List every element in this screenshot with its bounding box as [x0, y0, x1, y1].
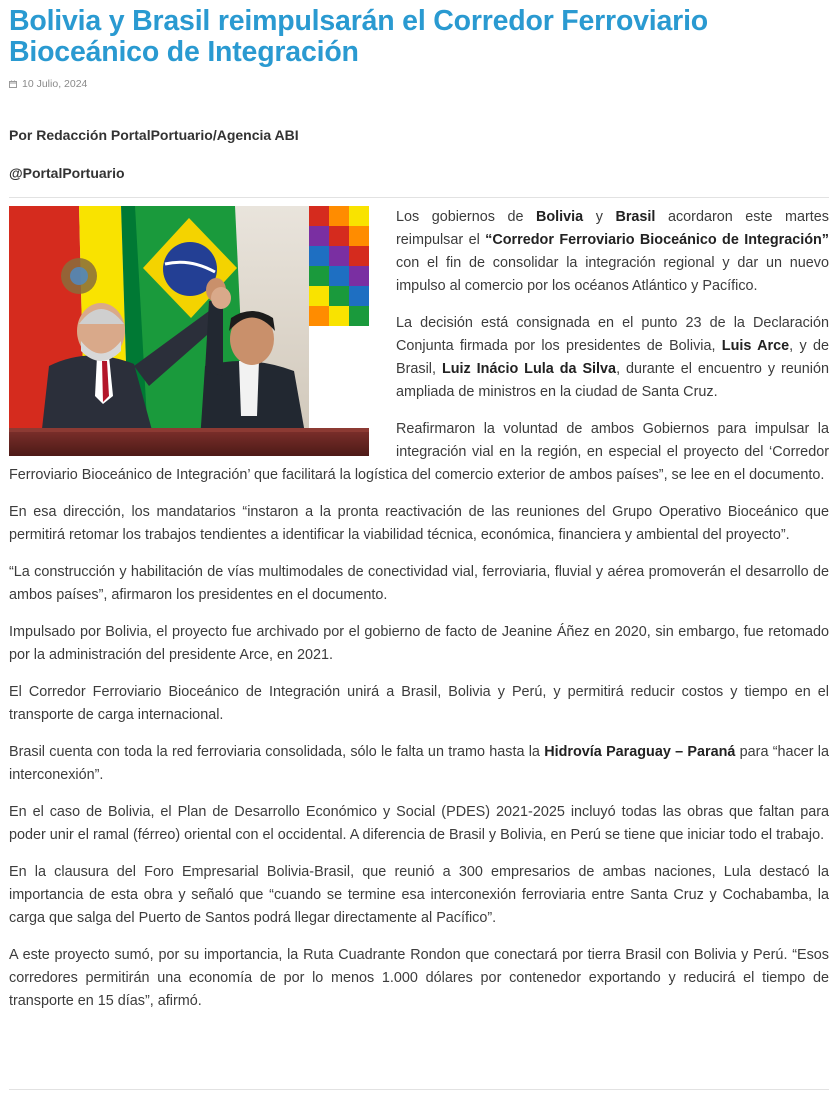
- article-paragraph: [9, 501, 829, 547]
- bold-text: Luis Arce: [721, 338, 790, 354]
- article-paragraph: [9, 741, 829, 787]
- article-paragraph: [9, 861, 829, 930]
- post-meta: [9, 78, 829, 90]
- paragraph-text: El Corredor Ferroviario Bioceánico de Integración unirá a Brasil, Bolivia y Perú, y permitirá reducir costos y tiempo en el transporte de carga internacional.: [9, 684, 829, 723]
- article-paragraph: [9, 801, 829, 847]
- bold-text: Luiz Inácio Lula da Silva: [441, 361, 617, 377]
- bold-text: Bolivia: [536, 209, 584, 225]
- paragraph-text: En esa dirección, los mandatarios “instaron a la pronta reactivación de las reuniones del Grupo Operativo Bioceánico que permitirá retomar los trabajos tendientes a identificar la viabilidad técnica, económica, financiera y ambiental del proyecto”.: [9, 504, 829, 543]
- article-paragraph: [9, 621, 829, 667]
- article-container: [9, 0, 829, 1027]
- paragraph-text: “La construcción y habilitación de vías multimodales de conectividad vial, ferroviaria, fluvial y aérea promoverán el desarrollo de ambos países”, afirmaron los presidentes en el documento.: [9, 564, 829, 603]
- article-paragraph: [9, 944, 829, 1013]
- paragraph-text: En el caso de Bolivia, el Plan de Desarrollo Económico y Social (PDES) 2021-2025 incluyó todas las obras que faltan para poder unir el ramal (férreo) oriental con el occidental. A diferencia de Brasil y Bolivia, en Perú se tiene que iniciar todo el trabajo.: [9, 804, 829, 843]
- bold-text: Brasil: [615, 209, 656, 225]
- article-paragraph: [9, 561, 829, 607]
- paragraph-text: A este proyecto sumó, por su importancia, la Ruta Cuadrante Rondon que conectará por tierra Brasil con Bolivia y Perú. “Esos corredores permitirán una economía de por lo menos 1.000 dólares por contenedor exportando y reducirá el tiempo de transporte en 15 días”, afirmó.: [9, 947, 829, 1009]
- paragraph-text: para “hacer la interconexión”.: [9, 744, 830, 783]
- bold-text: Hidrovía Paraguay – Paraná: [544, 744, 736, 760]
- paragraph-text: En la clausura del Foro Empresarial Bolivia-Brasil, que reunió a 300 empresarios de ambas naciones, Lula destacó la importancia de esta obra y señaló que “cuando se termine esa interconexión ferroviaria entre Santa Cruz y Cochabamba, la carga que salga del Puerto de Santos podrá llegar directamente al Pacífico”.: [9, 864, 829, 926]
- paragraph-text: Impulsado por Bolivia, el proyecto fue archivado por el gobierno de facto de Jeanine Áñez en 2020, sin embargo, fue retomado por la administración del presidente Arce, en 2021.: [9, 624, 829, 663]
- paragraph-text: con el fin de consolidar la integración regional y dar un nuevo impulso al comercio por los océanos Atlántico y Pacífico.: [396, 255, 829, 294]
- paragraph-text: acordaron este martes reimpulsar el: [396, 209, 829, 248]
- post-date: 10 Julio, 2024: [22, 78, 88, 90]
- wiphala-flag: [309, 206, 369, 456]
- divider: [9, 197, 829, 198]
- author-handle: @PortalPortuario: [9, 165, 125, 181]
- paragraph-text: , durante el encuentro y reunión ampliada de ministros en la ciudad de Santa Cruz.: [396, 361, 829, 400]
- paragraph-text: La decisión está consignada en el punto 23 de la Declaración Conjunta firmada por los presidentes de Bolivia,: [396, 315, 829, 354]
- calendar-icon: [9, 80, 17, 88]
- bold-text: “Corredor Ferroviario Bioceánico de Integración”: [485, 232, 830, 248]
- paragraph-text: Brasil cuenta con toda la red ferroviaria consolidada, sólo le falta un tramo hasta la: [9, 744, 545, 760]
- byline: Por Redacción PortalPortuario/Agencia ABI: [9, 127, 299, 143]
- paragraph-text: y: [583, 209, 616, 225]
- article-body: [9, 206, 829, 1013]
- article-photo: [9, 206, 369, 456]
- paragraph-text: Los gobiernos de: [396, 209, 536, 225]
- paragraph-text: Reafirmaron la voluntad de ambos Gobiernos para impulsar la integración vial en la región, en especial el proyecto del ‘Corredor Ferroviario Bioceánico de Integración’ que facilitará la logística del comercio exterior de ambos países”, se lee en el documento.: [9, 421, 829, 483]
- bottom-divider: [9, 1089, 829, 1090]
- presidents-photo: [9, 206, 369, 456]
- paragraph-text: , y de Brasil,: [396, 338, 830, 377]
- article-paragraph: [9, 681, 829, 727]
- page-title: Bolivia y Brasil reimpulsarán el Corredor Ferroviario Bioceánico de Integración: [9, 5, 708, 68]
